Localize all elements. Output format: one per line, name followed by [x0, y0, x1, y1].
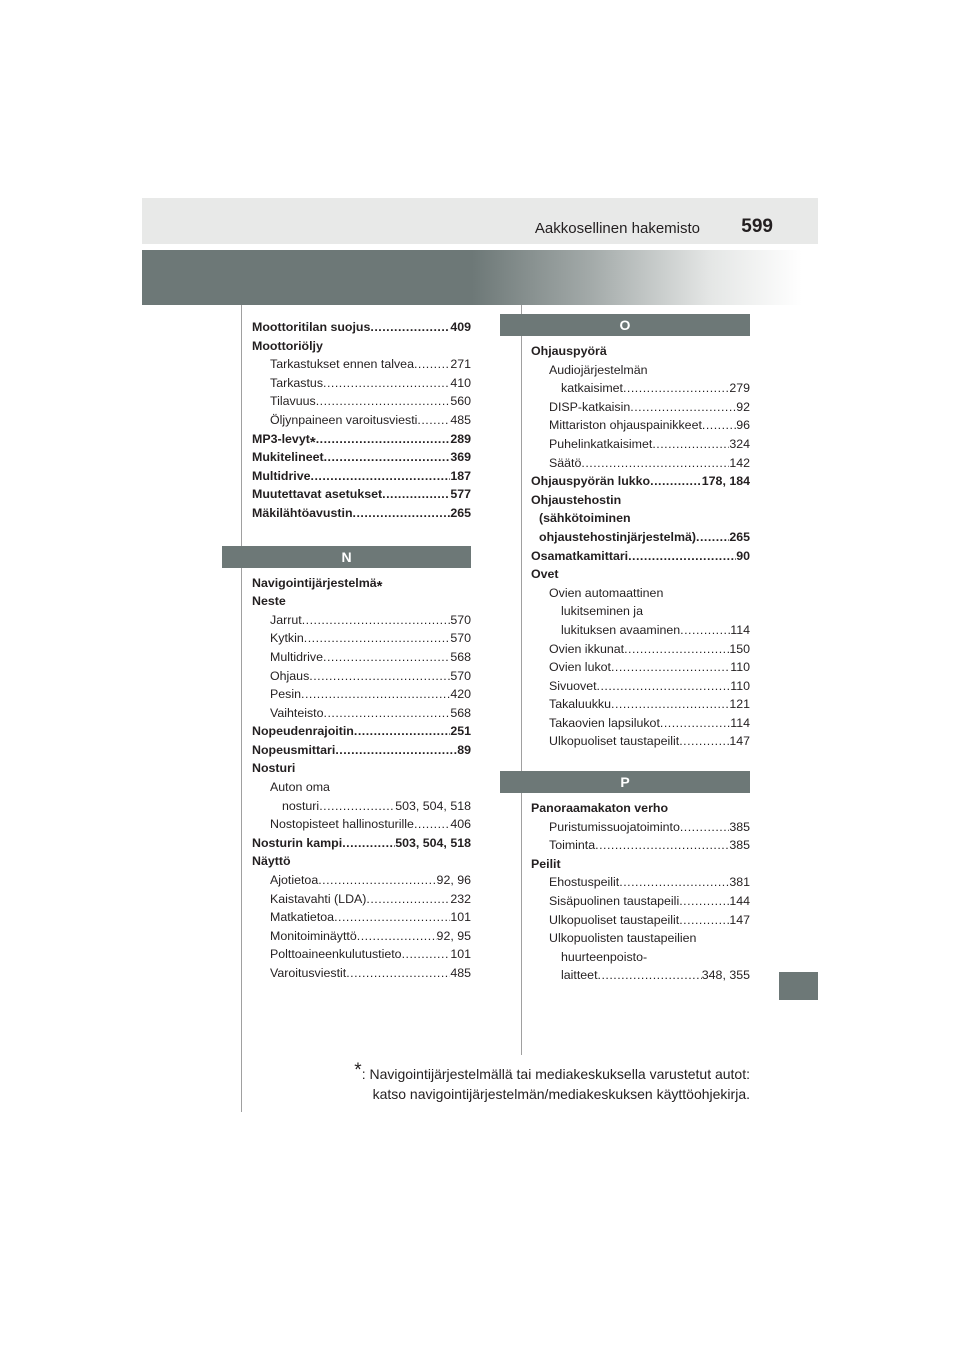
- entry-text: Ohjauspyörä: [531, 344, 607, 358]
- page-reference: 503, 504, 518: [395, 835, 471, 850]
- page-reference: 560: [450, 394, 471, 409]
- index-entry: [252, 852, 471, 871]
- entry-text: ohjaustehostinjärjestelmä): [539, 529, 696, 544]
- entry-text: Mittariston ohjauspainikkeet: [549, 418, 702, 433]
- entry-text: Sivuovet: [549, 678, 597, 693]
- page-reference: 144: [729, 894, 750, 909]
- entry-text: katkaisimet: [561, 381, 623, 396]
- page-reference: 114: [730, 715, 750, 730]
- dot-leader: [402, 945, 451, 964]
- page-reference: 121: [729, 697, 750, 712]
- dot-leader: [619, 873, 729, 892]
- entry-text: Ehostuspeilit: [549, 875, 620, 890]
- entry-text: Toiminta: [549, 838, 596, 853]
- dot-leader: [324, 448, 451, 467]
- index-entry: [252, 504, 471, 523]
- entry-text: Jarrut: [270, 612, 302, 627]
- dot-leader: [324, 704, 451, 723]
- page-reference: 114: [730, 622, 750, 637]
- entry-text: Muutettavat asetukset: [252, 487, 383, 502]
- page-reference: 178, 184: [701, 474, 750, 489]
- index-entry: [531, 472, 750, 491]
- dot-leader: [342, 834, 395, 853]
- page-reference: 92: [736, 399, 750, 414]
- page-reference: 485: [450, 412, 471, 427]
- entry-text: Osamatkamittari: [531, 548, 629, 563]
- entry-text: Öljynpaineen varoitusviesti: [270, 412, 418, 427]
- dot-leader: [417, 411, 450, 430]
- index-subentry: [531, 658, 750, 677]
- index-entry: [252, 759, 471, 778]
- page-reference: 324: [729, 436, 750, 451]
- page-reference: 369: [450, 450, 471, 465]
- page-reference: 409: [450, 320, 471, 334]
- index-entry: [252, 467, 471, 486]
- index-subentry: [531, 416, 750, 435]
- page-reference: 232: [450, 891, 471, 906]
- footnote: [316, 1060, 750, 1104]
- page-reference: 96: [736, 418, 750, 433]
- dot-leader: [652, 435, 729, 454]
- index-entry: [531, 565, 750, 584]
- index-subentry: [531, 929, 750, 948]
- entry-text: Ohjaus: [270, 668, 310, 683]
- page-reference: 251: [450, 724, 471, 739]
- index-entry: [531, 342, 750, 361]
- entry-text: Varoitusviestit: [270, 966, 347, 980]
- entry-text: (sähkötoiminen: [539, 511, 631, 526]
- page-reference: 89: [457, 742, 471, 757]
- dot-leader: [301, 685, 450, 704]
- dot-leader: [304, 629, 451, 648]
- dot-leader: [679, 732, 729, 751]
- dot-leader: [650, 472, 702, 491]
- index-subentry: [252, 890, 471, 909]
- entry-text: Vaihteisto: [270, 705, 324, 720]
- entry-text: Multidrive: [270, 649, 324, 664]
- entry-text: nosturi: [282, 798, 320, 813]
- page-reference: 568: [450, 649, 471, 664]
- dot-leader: [382, 485, 450, 504]
- dot-leader: [346, 964, 450, 983]
- index-subentry: [252, 611, 471, 630]
- index-entry: [252, 448, 471, 467]
- dot-leader: [680, 621, 730, 640]
- dot-leader: [357, 927, 437, 946]
- page-reference: 577: [450, 487, 471, 502]
- index-subentry: [252, 797, 471, 816]
- dot-leader: [323, 374, 450, 393]
- dot-leader: [679, 911, 729, 930]
- column-divider: [521, 305, 522, 1055]
- page-reference: 90: [736, 548, 750, 563]
- dot-leader: [598, 966, 702, 985]
- index-column-right: [531, 314, 750, 985]
- dot-leader: [319, 797, 395, 816]
- page-reference: 150: [729, 641, 750, 656]
- dot-leader: [611, 658, 730, 677]
- page-reference: 110: [730, 678, 750, 693]
- index-subentry: [531, 361, 750, 380]
- page-reference: 420: [450, 687, 471, 702]
- page-reference: 265: [450, 505, 471, 520]
- page-reference: 147: [729, 734, 750, 749]
- page-reference: 570: [450, 668, 471, 683]
- entry-text: Nosturi: [252, 761, 296, 776]
- page-reference: 485: [450, 966, 471, 980]
- entry-text: Takaluukku: [549, 697, 611, 712]
- dot-leader: [624, 640, 729, 659]
- index-subentry: [531, 966, 750, 985]
- page-title: Aakkosellinen hakemisto: [534, 220, 700, 237]
- entry-text: Ulkopuoliset taustapeilit: [549, 734, 680, 749]
- dot-leader: [581, 454, 729, 473]
- index-entry: [531, 799, 750, 818]
- index-subentry: [252, 871, 471, 890]
- dot-leader: [595, 836, 729, 855]
- footnote-mark: *: [354, 1060, 362, 1081]
- entry-text: Moottoritilan suojus: [252, 320, 371, 334]
- dot-leader: [309, 667, 450, 686]
- index-subentry: [531, 873, 750, 892]
- index-entry: [252, 722, 471, 741]
- entry-text: Nopeusmittari: [252, 742, 336, 757]
- entry-text: Ovien automaattinen: [549, 585, 664, 600]
- index-subentry: [252, 945, 471, 964]
- index-subentry: [252, 629, 471, 648]
- index-subentry: [531, 695, 750, 714]
- index-entry: Navigointijärjestelmä *: [252, 575, 383, 596]
- dot-leader: [353, 504, 451, 523]
- entry-text: Kytkin: [270, 631, 304, 646]
- page-reference: 570: [450, 631, 471, 646]
- dot-leader: [316, 392, 451, 411]
- page-reference: 101: [450, 947, 471, 962]
- index-entry: [252, 318, 471, 337]
- entry-text: Monitoiminäyttö: [270, 928, 357, 943]
- index-subentry: [531, 584, 750, 603]
- page-reference: 147: [729, 912, 750, 927]
- entry-text: Mäkilähtöavustin: [252, 505, 353, 520]
- entry-text: lukituksen avaaminen: [561, 622, 681, 637]
- index-entry: [531, 509, 750, 528]
- dot-leader: [354, 722, 450, 741]
- dot-leader: [623, 379, 729, 398]
- entry-text: Audiojärjestelmän: [549, 362, 648, 377]
- entry-text: Matkatietoa: [270, 910, 335, 925]
- page-reference: 142: [729, 455, 750, 470]
- letter-heading-p: P: [500, 771, 750, 793]
- footnote-line-2: katso navigointijärjestelmän/mediakeskuksen käyttöohjekirja.: [372, 1086, 750, 1102]
- entry-text: Takaovien lapsilukot: [549, 715, 660, 730]
- index-subentry: [252, 648, 471, 667]
- page-reference: 187: [450, 468, 471, 483]
- entry-text: Ohjaustehostin: [531, 492, 622, 507]
- index-subentry: [531, 732, 750, 751]
- index-column-left: [252, 318, 471, 983]
- dot-leader: [628, 547, 736, 566]
- index-subentry: [531, 602, 750, 621]
- index-subentry: [531, 640, 750, 659]
- index-subentry: [252, 392, 471, 411]
- entry-text: Ulkopuoliset taustapeilit: [549, 912, 680, 927]
- dot-leader: [414, 815, 450, 834]
- index-subentry: [252, 778, 471, 797]
- page-reference: 92, 95: [436, 928, 471, 943]
- dot-leader: [366, 890, 450, 909]
- entry-text: Ovien lukot: [549, 660, 611, 675]
- entry-text: Puhelinkatkaisimet: [549, 436, 653, 451]
- letter-heading-o: O: [500, 314, 750, 336]
- index-subentry: [531, 948, 750, 967]
- dot-leader: [311, 467, 451, 486]
- page-reference: 265: [729, 529, 750, 544]
- page-reference: 271: [450, 357, 471, 372]
- index-subentry: [252, 927, 471, 946]
- dot-leader: [630, 398, 736, 417]
- index-subentry: [531, 398, 750, 417]
- index-subentry: [252, 815, 471, 834]
- entry-text: Sisäpuolinen taustapeili: [549, 894, 680, 909]
- entry-text: DISP-katkaisin: [549, 399, 631, 414]
- index-entry: [252, 592, 471, 611]
- index-subentry: [531, 892, 750, 911]
- page-reference: 406: [450, 817, 471, 832]
- index-subentry: [252, 704, 471, 723]
- entry-text: Nostopisteet hallinosturille: [270, 817, 414, 832]
- entry-text: Nosturin kampi: [252, 835, 343, 850]
- index-subentry: [531, 379, 750, 398]
- index-subentry: [531, 818, 750, 837]
- index-entry: MP3-levyt * ..... 289: [252, 430, 471, 449]
- page-reference: 381: [729, 875, 750, 890]
- dot-leader: [334, 908, 450, 927]
- index-subentry: [531, 836, 750, 855]
- entry-text: laitteet: [561, 968, 598, 983]
- index-entry: [531, 491, 750, 510]
- page-reference: 101: [450, 910, 471, 925]
- entry-text: huurteenpoisto-: [561, 949, 648, 964]
- entry-text: Tarkastus: [270, 375, 324, 390]
- entry-text: Säätö: [549, 455, 582, 470]
- footnote-line-1: : Navigointijärjestelmällä tai mediakeskuksella varustetut autot:: [361, 1066, 750, 1082]
- page-reference: 289: [450, 431, 471, 446]
- entry-text: Tilavuus: [270, 394, 316, 409]
- entry-text: Pesin: [270, 687, 301, 702]
- entry-text: Puristumissuojatoiminto: [549, 819, 680, 834]
- page-reference: 92, 96: [436, 873, 471, 888]
- index-entry: [531, 547, 750, 566]
- index-entry: [531, 528, 750, 547]
- entry-text: Ajotietoa: [270, 873, 319, 888]
- dot-leader: [318, 871, 436, 890]
- entry-text: Ulkopuolisten taustapeilien: [549, 931, 697, 946]
- dot-leader: [302, 611, 451, 630]
- entry-text: lukitseminen ja: [561, 604, 643, 619]
- index-subentry: [531, 911, 750, 930]
- entry-text: Navigointijärjestelmä: [252, 575, 377, 590]
- page-reference: 385: [729, 819, 750, 834]
- dot-leader: [679, 892, 729, 911]
- page-reference: 410: [450, 375, 471, 390]
- index-subentry: [252, 908, 471, 927]
- dot-leader: [597, 677, 731, 696]
- index-subentry: [531, 454, 750, 473]
- entry-text: Multidrive: [252, 468, 311, 483]
- dot-leader: [316, 430, 451, 449]
- entry-text: Nopeudenrajoitin: [252, 724, 354, 739]
- index-subentry: [252, 355, 471, 374]
- index-entry: [252, 485, 471, 504]
- page-reference: 279: [729, 381, 750, 396]
- dot-leader: [414, 355, 450, 374]
- page-reference: 110: [730, 660, 750, 675]
- index-subentry: [531, 714, 750, 733]
- letter-heading-n: N: [222, 546, 471, 568]
- dot-leader: [696, 528, 729, 547]
- entry-text: Näyttö: [252, 854, 291, 869]
- page-reference: 570: [450, 612, 471, 627]
- entry-text: Tarkastukset ennen talvea: [270, 357, 414, 372]
- entry-text: Neste: [252, 594, 286, 609]
- index-subentry: [531, 435, 750, 454]
- entry-text: Moottoriöljy: [252, 338, 323, 353]
- dot-leader: [611, 695, 729, 714]
- page-header: [142, 198, 818, 244]
- entry-text: Ohjauspyörän lukko: [531, 474, 651, 489]
- page-number: 599: [741, 216, 773, 237]
- page-reference: 385: [729, 838, 750, 853]
- entry-text: Mukitelineet: [252, 450, 324, 465]
- entry-text: Peilit: [531, 856, 561, 871]
- entry-text: Kaistavahti (LDA): [270, 891, 367, 906]
- page-reference: 503, 504, 518: [395, 798, 471, 813]
- page-reference: 348, 355: [701, 968, 750, 983]
- index-entry: [252, 834, 471, 853]
- dot-leader: [370, 318, 450, 337]
- dot-leader: [323, 648, 450, 667]
- entry-text: Polttoaineenkulutustieto: [270, 947, 402, 962]
- index-subentry: [252, 667, 471, 686]
- index-entry: [252, 741, 471, 760]
- dot-leader: [335, 741, 457, 760]
- left-margin-line: [241, 305, 242, 1112]
- dot-leader: [660, 714, 730, 733]
- entry-text: Ovien ikkunat: [549, 641, 625, 656]
- dot-leader: [680, 818, 729, 837]
- page-reference: 568: [450, 705, 471, 720]
- index-subentry: [252, 411, 471, 430]
- entry-text: MP3-levyt: [252, 431, 310, 446]
- entry-text: Panoraamakaton verho: [531, 801, 669, 816]
- header-band: [142, 250, 802, 305]
- index-subentry: [252, 685, 471, 704]
- section-thumb-tab: [779, 972, 818, 1000]
- entry-text: Ovet: [531, 567, 559, 582]
- index-subentry: [252, 374, 471, 393]
- index-entry: [252, 337, 471, 356]
- index-subentry: [531, 677, 750, 696]
- index-subentry: [252, 964, 471, 983]
- dot-leader: [702, 416, 736, 435]
- index-subentry: [531, 621, 750, 640]
- index-entry: [531, 855, 750, 874]
- entry-text: Auton oma: [270, 780, 330, 795]
